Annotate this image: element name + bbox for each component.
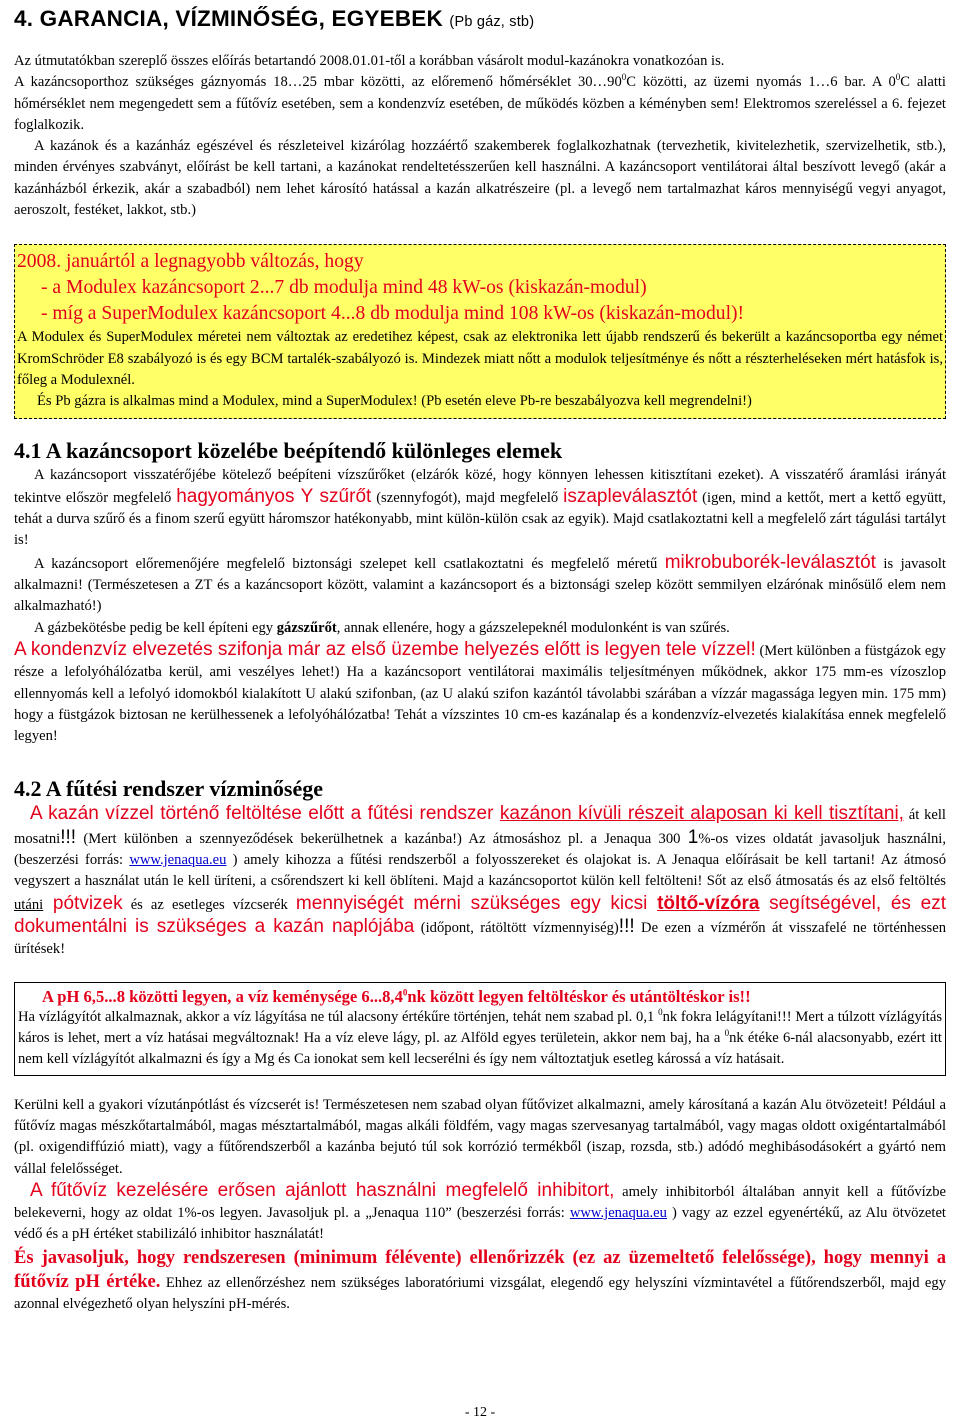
section-4-1-paragraph-1: A kazáncsoport visszatérőjébe kötelező beépíteni vízszűrőket (elzárók közé, hogy könnyen lehessen kitisztítani ezeket). A visszatérő áramlási irányát tekintve először megfelelő hagyományos Y szűrőt (szennyfogót), majd megfelelő iszapleválasztót (igen, mind a kettőt, mert a kettő együtt, tehát a durva szűrő és a finom szerű együtt háromszor hatékonyabb, mint külön-külön csak az egyik). Majd csatlakoztatni kell a megfelelő zárt tágulási tartályt is! — [14, 466, 946, 549]
section-4-1-paragraph-4: A kondenzvíz elvezetés szifonja már az első üzembe helyezés előtt is legyen tele vízzel! (Mert különben a füstgázok egy része a lefolyóhálózatba kerül, ami veszélyes lehet!) Ha a kazáncsoport ventilátorai maximális teljesítményen működnek, akkor 175 mm-es vízoszlop ellennyomás kell a lefolyó idomokból kialakított U alakú szifonban, (az U alakú szifon kazántól távolabbi szárában a vízzár magassága legyen min. 175 mm) hogy a füstgázok biztosan ne kerülhessenek a lefolyóhálózatba! Tehát a vízszintes 10 cm-es kazánalap és a kondenzvíz-elvezetés kialakítása ennek megfelelő legyen! — [14, 638, 946, 745]
closing-paragraph-1: Kerülni kell a gyakori vízutánpótlást és vízcserét is! Természetesen nem szabad olyan fűtővizet alkalmazni, amely károsítaná a kazán Alu ötvözeteit! Például a fűtővíz magas mészkőtartalmából, magas mésztartalmából, magas alkáli földfém, vagy magas szervesanyag tartalmából, vagy magas oldott oxigéntartalmából (pl. oxigendiffúzió miatt), vagy a fűtőrendszerből a kazánba bejutó túl sok korrózió termékből (iszap, rozsda, stb.) adódó meghibásodásokért a gyártó nem vállal felelősséget. — [14, 1096, 946, 1177]
notice-line-1: 2008. januártól a legnagyobb változás, hogy — [17, 251, 364, 273]
ph-box — [14, 982, 946, 1076]
section-4-2-title: 4.2 A fűtési rendszer vízminősége — [14, 776, 323, 802]
jenaqua-link-1[interactable]: www.jenaqua.eu — [129, 852, 227, 869]
notice-body: A Modulex és SuperModulex méretei nem változtak az eredetihez képest, csak az elektronika lett újabb rendszerű és bekerült a kazáncsoportba egy német KromSchröder E8 szabályozó is és egy BCM tartalék-szabályozó is. Mindezek miatt nőtt a modulok teljesítménye és nőtt a részterheléseken mért hatásfok is, főleg a Modulexnél. — [17, 329, 943, 388]
intro-paragraph-3: A kazánok és a kazánház egészével és részleteivel kizárólag hozzáértő szakemberek foglalkozhatnak (tervezhetik, kivitelezhetik, szervizelhetik, stb.), minden érvényes szabványt, előírást be kell tartani, a kazánokat rendeltetésszerűen kell használni. A kazáncsoport ventilátorai által beszívott levegő (akár a kazánházból érkezik, akár a szabadból) nem lehet károsító hatással a kazán alkatrészeire (pl. a levegő nem tartalmazhat káros mennyiségű vegyi anyagot, aeroszolt, festéket, lakkot, stb.) — [14, 138, 946, 219]
section-4-1-paragraph-2: A kazáncsoport előremenőjére megfelelő biztonsági szelepet kell csatlakoztatni és megfelelő méretű mikrobuborék-leválasztót is javasolt alkalmazni! (Természetesen a ZT és a kazáncsoport között, valamint a kazáncsoport és a biztonsági szelep között semmilyen elzárónak minősülő elem nem alkalmazható!) — [14, 551, 946, 615]
chapter-subtitle: (Pb gáz, stb) — [449, 14, 535, 30]
section-4-2-paragraph-1: A kazán vízzel történő feltöltése előtt a fűtési rendszer kazánon kívüli részeit alaposan ki kell tisztítani, át kell mosatni!!! (Mert különben a szennyeződések bekerülhetnek a kazánba!) Az átmosáshoz pl. a Jenaqua 300 1%-os vizes oldatát javasoljuk használni, (beszerzési forrás: www.jenaqua.eu ) amely kihozza a fűtési rendszerből a folyosszereket és olajokat is. A Jenaqua előírásait be kell tartani! Az átmosó vegyszert a használat után le kell üríteni, a csőrendszert ki kell öblíteni. Majd a kazáncsoportot külön kell feltölteni! Sőt az első átmosatás és az első feltöltés utáni pótvizek és az esetleges vízcserék mennyiségét mérni szükséges egy kicsi töltő-vízóra segítségével, és ezt dokumentálni is szükséges a kazán naplójába (időpont, rátöltött vízmennyiség)!!! De ezen a vízmérőn át visszafelé ne történhessen ürítések! — [14, 803, 947, 958]
section-4-1-title: 4.1 A kazáncsoport közelébe beépítendő különleges elemek — [14, 437, 563, 463]
closing-paragraph-2: A fűtővíz kezelésére erősen ajánlott használni megfelelő inhibitort, amely inhibitorból általában annyit kell a fűtővízbe belekeverni, hogy az oldat 1%-os legyen. Javasoljuk pl. a „Jenaqua 110” (beszerzési forrás: www.jenaqua.eu ) vagy az ezzel egyenértékű, az Alu ötvözetet védő és a pH értéket stabilizáló inhibitor használatát! — [14, 1179, 946, 1243]
ph-box-title: A pH 6,5...8 közötti legyen, a víz keménysége 6...8,4$^0$nk között legyen feltöltéskor és utántöltéskor is!! — [42, 986, 751, 1006]
notice-line-2: - a Modulex kazáncsoport 2...7 db modulja mind 48 kW-os (kiskazán-modul) — [41, 277, 647, 299]
section-4-1-paragraph-3: A gázbekötésbe pedig be kell építeni egy gázszűrőt, annak ellenére, hogy a gázszelepeknél modulonként is van szűrés. — [34, 619, 730, 636]
intro-paragraph-2: A kazáncsoporthoz szükséges gáznyomás 18…25 mbar közötti, az előremenő hőmérséklet $30\dots 90^0C$ közötti, az üzemi nyomás 1…6 bar. A $0^0C$ alatti hőmérséklet nem megengedett sem a fűtővíz esetében, sem a kondenzvíz esetében, de működés közben a kéményben sem! Elektromos szereléssel a 6. fejezet foglalkozik. — [14, 72, 946, 133]
notice-box — [14, 244, 946, 418]
closing-paragraph-3: És javasoljuk, hogy rendszeresen (minimum félévente) ellenőrizzék (ez az üzemeltető felelőssége), hogy mennyi a fűtővíz pH értéke. Ehhez az ellenőrzéshez nem szükséges laboratóriumi vizsgálat, elegendő egy helyszíni vízmintavétel a fűtőrendszerből, majd egy azonnal elvégezhető olyan helyszíni pH-mérés. — [14, 1246, 946, 1313]
jenaqua-link-2[interactable]: www.jenaqua.eu — [569, 1205, 667, 1222]
notice-last: És Pb gázra is alkalmas mind a Modulex, mind a SuperModulex! (Pb esetén eleve Pb-re beszabályozva kell megrendelni!) — [37, 393, 752, 410]
intro-paragraph-1: Az útmutatókban szereplő összes előírás betartandó 2008.01.01-től a korábban vásárolt modul-kazánokra vonatkozóan is. — [14, 53, 725, 69]
ph-box-body: Ha vízlágyítót alkalmaznak, akkor a víz lágyítása ne túl alacsony értékűre történjen, tehát nem szabad pl. 0,1 $^0$nk fokra lelágyítani!!! Mert a túlzott vízlágyítás káros is lehet, mert a víz hatásai megváltoznak! Ha a víz eleve lágy, pl. az Alföld egyes területein, akkor nem baj, ha a $^0$nk étéke 6-nál alacsonyabb, ezért itt nem kell vízlágyítót alkalmazni és így a Mg és Ca ionokat sem kell lecserélni és így nem változtatjuk esetleg károssá a víz hatásait. — [18, 1006, 943, 1068]
notice-line-3: - míg a SuperModulex kazáncsoport 4...8 db modulja mind 108 kW-os (kiskazán-modul)! — [41, 303, 745, 325]
chapter-heading — [14, 0, 946, 37]
document-page — [14, 0, 946, 1316]
page-number: - 12 - — [464, 1405, 496, 1420]
chapter-title: 4. GARANCIA, VÍZMINŐSÉG, EGYEBEK — [14, 6, 443, 31]
